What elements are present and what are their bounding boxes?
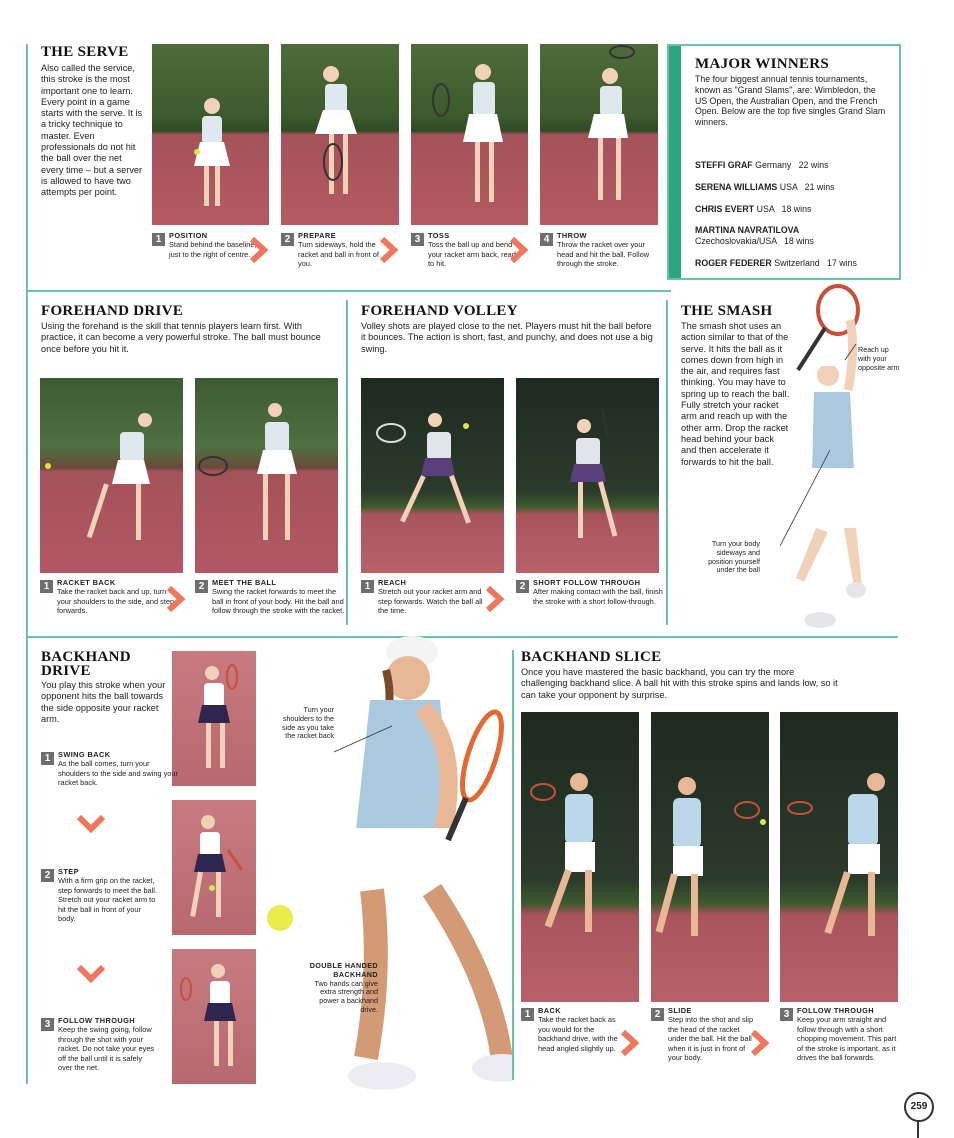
chevron-down-icon: [77, 810, 105, 836]
left-rule: [26, 44, 28, 1084]
winner-row: MARTINA NAVRATILOVA Czechoslovakia/USA 18 wins: [695, 225, 814, 246]
step-number: 1: [152, 233, 165, 246]
step-text: After making contact with the ball, finish the stroke with a short follow-through.: [533, 587, 663, 606]
step-text: Swing the racket forwards to meet the ball in front of your body. Hit the ball and follow through the stroke with the racket.: [212, 587, 345, 616]
winner-row: CHRIS EVERT USA 18 wins: [695, 204, 812, 214]
step-text: Take the racket back and up, turn your shoulders to the side, and step forwards.: [57, 587, 175, 616]
step-text: Stretch out your racket arm and step forwards. Watch the ball all the time.: [378, 587, 483, 616]
forehand-step-2: [195, 578, 347, 616]
volley-photo-1: [361, 378, 504, 573]
step-label: THROW: [557, 231, 587, 240]
page-number: 259: [904, 1092, 934, 1122]
winner-row: ROGER FEDERER Switzerland 17 wins: [695, 258, 857, 268]
forehand-photo-2: [195, 378, 338, 573]
winners-title: MAJOR WINNERS: [695, 56, 830, 72]
column-divider: [512, 650, 514, 1080]
serve-photo-1: [152, 44, 269, 225]
step-text: Keep the swing going, follow through the shot with your racket. Do not take your eyes off the ball until it is safely over the net.: [58, 1025, 155, 1073]
serve-step-4: [540, 231, 660, 269]
winner-row: STEFFI GRAF Germany 22 wins: [695, 160, 829, 170]
slice-step-3: [780, 1006, 902, 1062]
slice-body: Once you have mastered the basic backhand, you can try the more challenging backhand slice. A ball hit with this stroke spins and lands low, so it can take your opponent by surprise.: [521, 667, 838, 700]
step-number: 2: [516, 580, 529, 593]
slice-photo-2: [651, 712, 769, 1002]
chevron-right-icon: [162, 586, 188, 612]
winner-rank: 4: [673, 253, 681, 269]
backhand-step-2: [41, 867, 158, 923]
slice-title: BACKHAND SLICE: [521, 649, 662, 665]
chevron-right-icon: [375, 237, 401, 263]
serve-photo-4: [540, 44, 658, 225]
smash-annotation-body: Turn your body sideways and position yourself under the ball: [708, 539, 760, 575]
forehand-body: Using the forehand is the skill that tennis players learn first. With practice, it can become a very powerful stroke. The ball must bounce once before you hit it.: [41, 321, 321, 354]
step-number: 1: [40, 580, 53, 593]
step-label: BACK: [538, 1006, 561, 1015]
step-label: SWING BACK: [58, 750, 111, 759]
section-divider: [26, 290, 671, 292]
backhand-body: You play this stroke when your opponent hits the ball towards the side opposite your racket arm.: [41, 680, 166, 724]
step-label: FOLLOW THROUGH: [797, 1006, 875, 1015]
step-number: 2: [41, 869, 54, 882]
step-number: 1: [521, 1008, 534, 1021]
slice-photo-3: [780, 712, 898, 1002]
volley-photo-2: [516, 378, 659, 573]
forehand-step-1: [40, 578, 177, 616]
step-text: As the ball comes, turn your shoulders to the side and swing your racket back.: [58, 759, 178, 788]
chevron-right-icon: [245, 237, 271, 263]
chevron-right-icon: [746, 1030, 772, 1056]
smash-body: The smash shot uses an action similar to that of the serve. It hits the ball as it comes down from high in the air, and requires fast thinking. You may have to spring up to reach the ball. Fully stretch your racket arm and reach up with the other arm. Drop the racket head behind your back and then accelerate it forwards to hit the ball.: [681, 321, 790, 467]
step-number: 3: [411, 233, 424, 246]
step-text: Toss the ball up and bend your racket arm back, ready to hit.: [428, 240, 520, 269]
step-text: Stand behind the baseline, just to the right of centre.: [169, 240, 257, 259]
winner-rank: 1: [673, 155, 681, 171]
serve-body: Also called the service, this stroke is the most important one to learn. Every point in a game starts with the serve. It is a tricky technique to master. Even professionals do not hit the ball over the net every time – but a server is allowed to have two attempts per point.: [41, 63, 143, 198]
volley-body: Volley shots are played close to the net. Players must hit the ball before it bounces. The action is short, fast, and punchy, and does not use a big swing.: [361, 321, 653, 354]
backhand-title: BACKHAND DRIVE: [41, 649, 131, 679]
winner-rank: 2: [673, 177, 681, 193]
step-text: Step into the shot and slip the head of the racket under the ball. Hit the ball when it is just in front of your body.: [668, 1015, 754, 1063]
backhand-step-1: [41, 750, 178, 788]
step-label: POSITION: [169, 231, 208, 240]
step-number: 1: [361, 580, 374, 593]
winner-rank: 3: [673, 220, 681, 236]
step-number: 3: [41, 1018, 54, 1031]
column-divider: [666, 300, 668, 625]
step-number: 2: [651, 1008, 664, 1021]
smash-title: THE SMASH: [681, 303, 773, 319]
slice-step-2: [651, 1006, 758, 1062]
step-label: FOLLOW THROUGH: [58, 1016, 136, 1025]
step-number: 1: [41, 752, 54, 765]
step-label: REACH: [378, 578, 407, 587]
serve-photo-2: [281, 44, 399, 225]
step-number: 4: [540, 233, 553, 246]
volley-step-2: [516, 578, 668, 606]
step-text: Take the racket back as you would for the backhand drive, with the head angled slightly up.: [538, 1015, 618, 1053]
step-label: PREPARE: [298, 231, 336, 240]
double-handed-text: Two hands can give extra strength and power a backhand drive.: [314, 978, 378, 1014]
step-label: SLIDE: [668, 1006, 692, 1015]
backhand-photo-2: [172, 800, 256, 935]
backhand-step-3: [41, 1016, 158, 1072]
backhand-photo-3: [172, 949, 256, 1084]
step-number: 2: [195, 580, 208, 593]
forehand-photo-1: [40, 378, 183, 573]
step-number: 3: [780, 1008, 793, 1021]
slice-photo-1: [521, 712, 639, 1002]
forehand-title: FOREHAND DRIVE: [41, 303, 184, 319]
winner-rank: 3: [673, 199, 681, 215]
slice-step-1: [521, 1006, 628, 1053]
chevron-down-icon: [77, 960, 105, 986]
winner-row: SERENA WILLIAMS USA 21 wins: [695, 182, 835, 192]
smash-annotation-arm: Reach up with your opposite arm: [858, 345, 900, 372]
page-number-stem: [917, 1120, 919, 1138]
step-label: STEP: [58, 867, 79, 876]
chevron-right-icon: [505, 237, 531, 263]
chevron-right-icon: [616, 1030, 642, 1056]
volley-step-1: [361, 578, 488, 616]
column-divider: [346, 300, 348, 625]
step-label: SHORT FOLLOW THROUGH: [533, 578, 641, 587]
step-text: Keep your arm straight and follow through with a short chopping movement. This part of the stroke is important, as it drives the ball forwards.: [797, 1015, 897, 1063]
smash-player-image: [780, 280, 900, 635]
serve-title: THE SERVE: [41, 44, 129, 60]
chevron-right-icon: [481, 586, 507, 612]
step-text: With a firm grip on the racket, step forwards to meet the ball. Stretch out your racket arm to hit the ball in front of your body.: [58, 876, 158, 924]
backhand-player-image: [262, 628, 512, 1128]
serve-photo-3: [411, 44, 528, 225]
step-label: TOSS: [428, 231, 450, 240]
double-handed-label: DOUBLE HANDED BACKHAND: [309, 961, 378, 979]
double-handed-note: [300, 962, 378, 1015]
backhand-annotation-shoulders: Turn your shoulders to the side as you take the racket back: [282, 705, 334, 741]
step-number: 2: [281, 233, 294, 246]
step-label: RACKET BACK: [57, 578, 116, 587]
volley-title: FOREHAND VOLLEY: [361, 303, 518, 319]
step-label: MEET THE BALL: [212, 578, 277, 587]
step-text: Throw the racket over your head and hit the ball. Follow through the stroke.: [557, 240, 650, 269]
step-text: Turn sideways, hold the racket and ball in front of you.: [298, 240, 379, 269]
winners-intro: The four biggest annual tennis tournaments, known as "Grand Slams", are: Wimbledon, the US Open, the Australian Open, and the French Open. Below are the top five singles Grand Slam winners.: [695, 74, 886, 128]
backhand-photo-1: [172, 651, 256, 786]
